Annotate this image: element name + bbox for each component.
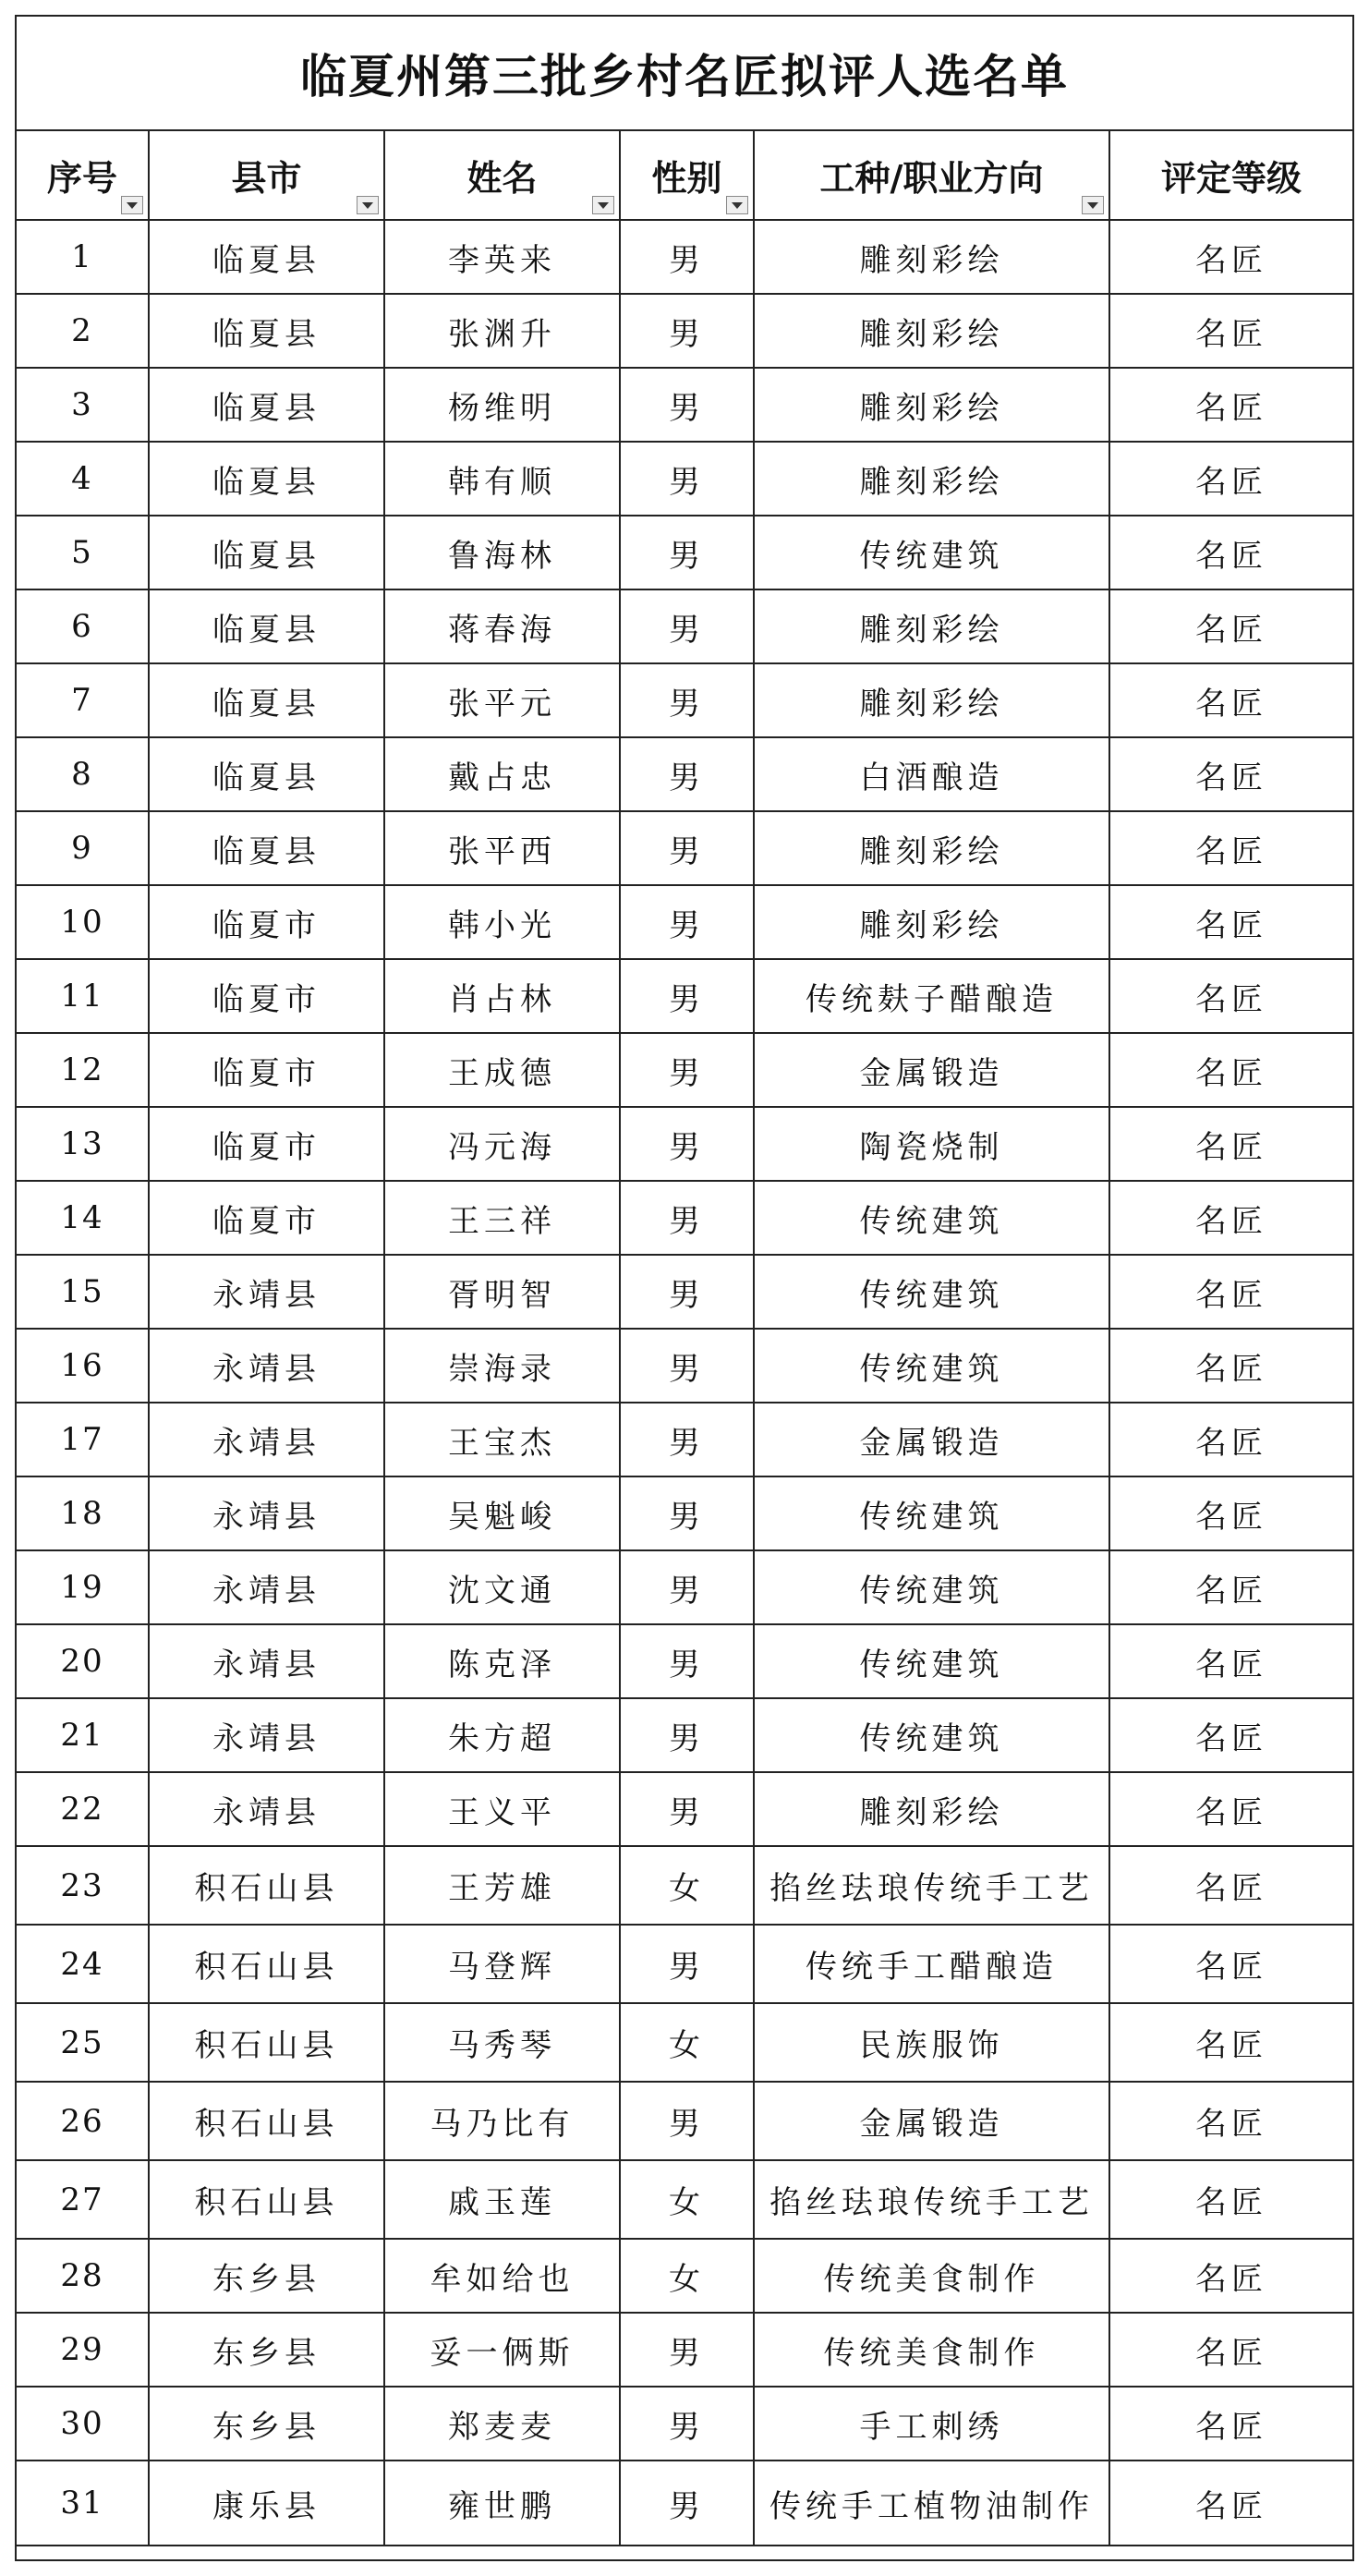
filter-dropdown-icon[interactable] <box>592 196 614 214</box>
trade-cell: 雕刻彩绘 <box>754 885 1109 959</box>
name-cell: 朱方超 <box>384 1698 620 1772</box>
index-cell: 2 <box>17 294 149 368</box>
gender-cell: 男 <box>620 959 754 1033</box>
name-cell: 马秀琴 <box>384 2003 620 2082</box>
county-cell: 临夏县 <box>149 368 384 442</box>
header-cell-gender: 性别 <box>620 131 754 220</box>
gender-cell: 女 <box>620 2160 754 2239</box>
name-cell: 张渊升 <box>384 294 620 368</box>
gender-cell: 男 <box>620 1476 754 1550</box>
index-cell: 10 <box>17 885 149 959</box>
county-cell: 永靖县 <box>149 1255 384 1329</box>
table-row <box>17 294 1352 368</box>
trade-cell: 传统建筑 <box>754 1624 1109 1698</box>
index-cell: 9 <box>17 811 149 885</box>
level-cell: 名匠 <box>1109 2003 1352 2082</box>
document-sheet <box>15 15 1354 2561</box>
index-cell: 12 <box>17 1033 149 1107</box>
index-cell: 22 <box>17 1772 149 1846</box>
header-cell-index: 序号 <box>17 131 149 220</box>
county-cell: 东乡县 <box>149 2387 384 2461</box>
name-cell: 胥明智 <box>384 1255 620 1329</box>
level-cell: 名匠 <box>1109 1624 1352 1698</box>
index-cell: 26 <box>17 2082 149 2160</box>
trade-cell: 传统建筑 <box>754 1698 1109 1772</box>
trade-cell: 金属锻造 <box>754 1033 1109 1107</box>
name-cell: 韩有顺 <box>384 442 620 516</box>
name-cell: 李英来 <box>384 220 620 294</box>
name-cell: 吴魁峻 <box>384 1476 620 1550</box>
gender-cell: 男 <box>620 1329 754 1403</box>
filter-dropdown-icon[interactable] <box>726 196 748 214</box>
level-cell: 名匠 <box>1109 1772 1352 1846</box>
table-row <box>17 1476 1352 1550</box>
gender-cell: 男 <box>620 1033 754 1107</box>
gender-cell: 女 <box>620 1846 754 1925</box>
county-cell: 积石山县 <box>149 2003 384 2082</box>
table-row <box>17 1925 1352 2003</box>
index-cell: 15 <box>17 1255 149 1329</box>
name-cell: 郑麦麦 <box>384 2387 620 2461</box>
name-cell: 陈克泽 <box>384 1624 620 1698</box>
level-cell: 名匠 <box>1109 959 1352 1033</box>
level-cell: 名匠 <box>1109 1846 1352 1925</box>
level-cell: 名匠 <box>1109 1033 1352 1107</box>
level-cell: 名匠 <box>1109 2160 1352 2239</box>
table-row <box>17 1846 1352 1925</box>
index-cell: 29 <box>17 2313 149 2387</box>
index-cell: 4 <box>17 442 149 516</box>
gender-cell: 男 <box>620 368 754 442</box>
table-row <box>17 959 1352 1033</box>
table-row <box>17 737 1352 811</box>
header-cell-name: 姓名 <box>384 131 620 220</box>
county-cell: 临夏县 <box>149 589 384 663</box>
name-cell: 戚玉莲 <box>384 2160 620 2239</box>
county-cell: 临夏县 <box>149 737 384 811</box>
header-row <box>17 131 1352 220</box>
trade-cell: 传统美食制作 <box>754 2239 1109 2313</box>
level-cell: 名匠 <box>1109 811 1352 885</box>
table-row <box>17 2082 1352 2160</box>
trade-cell: 雕刻彩绘 <box>754 1772 1109 1846</box>
trade-cell: 雕刻彩绘 <box>754 811 1109 885</box>
county-cell: 临夏市 <box>149 1181 384 1255</box>
index-cell: 30 <box>17 2387 149 2461</box>
gender-cell: 男 <box>620 1925 754 2003</box>
trade-cell: 雕刻彩绘 <box>754 589 1109 663</box>
index-cell: 16 <box>17 1329 149 1403</box>
trade-cell: 掐丝珐琅传统手工艺 <box>754 2160 1109 2239</box>
trade-cell: 传统麸子醋酿造 <box>754 959 1109 1033</box>
level-cell: 名匠 <box>1109 1255 1352 1329</box>
filter-dropdown-icon[interactable] <box>357 196 379 214</box>
gender-cell: 男 <box>620 1107 754 1181</box>
trade-cell: 传统建筑 <box>754 516 1109 589</box>
index-cell: 31 <box>17 2461 149 2546</box>
level-cell: 名匠 <box>1109 1181 1352 1255</box>
table-row <box>17 1329 1352 1403</box>
index-cell: 1 <box>17 220 149 294</box>
trade-cell: 传统手工醋酿造 <box>754 1925 1109 2003</box>
county-cell: 积石山县 <box>149 1846 384 1925</box>
table-row <box>17 2239 1352 2313</box>
county-cell: 临夏市 <box>149 1107 384 1181</box>
trade-cell: 雕刻彩绘 <box>754 220 1109 294</box>
gender-cell: 男 <box>620 516 754 589</box>
header-cell-county: 县市 <box>149 131 384 220</box>
table-row <box>17 1255 1352 1329</box>
index-cell: 21 <box>17 1698 149 1772</box>
level-cell: 名匠 <box>1109 1550 1352 1624</box>
table-row <box>17 663 1352 737</box>
index-cell: 3 <box>17 368 149 442</box>
gender-cell: 男 <box>620 442 754 516</box>
level-cell: 名匠 <box>1109 516 1352 589</box>
table-row <box>17 2160 1352 2239</box>
trade-cell: 传统建筑 <box>754 1476 1109 1550</box>
table-row <box>17 516 1352 589</box>
index-cell: 20 <box>17 1624 149 1698</box>
level-cell: 名匠 <box>1109 2387 1352 2461</box>
gender-cell: 男 <box>620 294 754 368</box>
table-row <box>17 2387 1352 2461</box>
county-cell: 积石山县 <box>149 1925 384 2003</box>
gender-cell: 女 <box>620 2003 754 2082</box>
name-cell: 蒋春海 <box>384 589 620 663</box>
page-title: 临夏州第三批乡村名匠拟评人选名单 <box>17 17 1352 131</box>
trade-cell: 民族服饰 <box>754 2003 1109 2082</box>
level-cell: 名匠 <box>1109 589 1352 663</box>
county-cell: 临夏县 <box>149 811 384 885</box>
index-cell: 23 <box>17 1846 149 1925</box>
trade-cell: 传统手工植物油制作 <box>754 2461 1109 2546</box>
index-cell: 5 <box>17 516 149 589</box>
trade-cell: 金属锻造 <box>754 1403 1109 1476</box>
county-cell: 积石山县 <box>149 2082 384 2160</box>
index-cell: 8 <box>17 737 149 811</box>
name-cell: 崇海录 <box>384 1329 620 1403</box>
gender-cell: 男 <box>620 1403 754 1476</box>
gender-cell: 男 <box>620 811 754 885</box>
table-row <box>17 1403 1352 1476</box>
table-row <box>17 368 1352 442</box>
table-row <box>17 1698 1352 1772</box>
index-cell: 18 <box>17 1476 149 1550</box>
name-cell: 王成德 <box>384 1033 620 1107</box>
filter-dropdown-icon[interactable] <box>1082 196 1104 214</box>
index-cell: 14 <box>17 1181 149 1255</box>
trade-cell: 陶瓷烧制 <box>754 1107 1109 1181</box>
gender-cell: 男 <box>620 1181 754 1255</box>
gender-cell: 男 <box>620 2461 754 2546</box>
name-cell: 王三祥 <box>384 1181 620 1255</box>
table-row <box>17 1624 1352 1698</box>
name-cell: 冯元海 <box>384 1107 620 1181</box>
level-cell: 名匠 <box>1109 1476 1352 1550</box>
gender-cell: 男 <box>620 1772 754 1846</box>
county-cell: 永靖县 <box>149 1772 384 1846</box>
level-cell: 名匠 <box>1109 2239 1352 2313</box>
county-cell: 临夏县 <box>149 516 384 589</box>
gender-cell: 男 <box>620 885 754 959</box>
name-cell: 马登辉 <box>384 1925 620 2003</box>
header-cell-level: 评定等级 <box>1109 131 1352 220</box>
level-cell: 名匠 <box>1109 1925 1352 2003</box>
table-row <box>17 811 1352 885</box>
county-cell: 临夏县 <box>149 663 384 737</box>
name-cell: 妥一俩斯 <box>384 2313 620 2387</box>
trade-cell: 雕刻彩绘 <box>754 368 1109 442</box>
table-row <box>17 1107 1352 1181</box>
level-cell: 名匠 <box>1109 663 1352 737</box>
level-cell: 名匠 <box>1109 1107 1352 1181</box>
gender-cell: 男 <box>620 2082 754 2160</box>
name-cell: 鲁海林 <box>384 516 620 589</box>
table-row <box>17 2003 1352 2082</box>
county-cell: 临夏市 <box>149 885 384 959</box>
table-row <box>17 442 1352 516</box>
index-cell: 11 <box>17 959 149 1033</box>
name-cell: 牟如给也 <box>384 2239 620 2313</box>
county-cell: 东乡县 <box>149 2313 384 2387</box>
name-cell: 戴占忠 <box>384 737 620 811</box>
level-cell: 名匠 <box>1109 442 1352 516</box>
trade-cell: 雕刻彩绘 <box>754 442 1109 516</box>
county-cell: 永靖县 <box>149 1550 384 1624</box>
name-cell: 肖占林 <box>384 959 620 1033</box>
level-cell: 名匠 <box>1109 1403 1352 1476</box>
trade-cell: 雕刻彩绘 <box>754 294 1109 368</box>
table-row <box>17 1550 1352 1624</box>
index-cell: 13 <box>17 1107 149 1181</box>
index-cell: 27 <box>17 2160 149 2239</box>
county-cell: 永靖县 <box>149 1329 384 1403</box>
level-cell: 名匠 <box>1109 368 1352 442</box>
name-cell: 杨维明 <box>384 368 620 442</box>
county-cell: 永靖县 <box>149 1403 384 1476</box>
index-cell: 7 <box>17 663 149 737</box>
gender-cell: 男 <box>620 1624 754 1698</box>
table-row <box>17 885 1352 959</box>
level-cell: 名匠 <box>1109 220 1352 294</box>
county-cell: 康乐县 <box>149 2461 384 2546</box>
trade-cell: 传统建筑 <box>754 1550 1109 1624</box>
table-row <box>17 2313 1352 2387</box>
level-cell: 名匠 <box>1109 737 1352 811</box>
county-cell: 临夏市 <box>149 1033 384 1107</box>
county-cell: 东乡县 <box>149 2239 384 2313</box>
trade-cell: 雕刻彩绘 <box>754 663 1109 737</box>
table-row <box>17 589 1352 663</box>
county-cell: 永靖县 <box>149 1476 384 1550</box>
trade-cell: 手工刺绣 <box>754 2387 1109 2461</box>
index-cell: 28 <box>17 2239 149 2313</box>
gender-cell: 男 <box>620 1550 754 1624</box>
level-cell: 名匠 <box>1109 1698 1352 1772</box>
level-cell: 名匠 <box>1109 294 1352 368</box>
gender-cell: 女 <box>620 2239 754 2313</box>
trade-cell: 传统建筑 <box>754 1329 1109 1403</box>
name-cell: 韩小光 <box>384 885 620 959</box>
county-cell: 临夏县 <box>149 442 384 516</box>
county-cell: 永靖县 <box>149 1698 384 1772</box>
trade-cell: 白酒酿造 <box>754 737 1109 811</box>
filter-dropdown-icon[interactable] <box>121 196 143 214</box>
level-cell: 名匠 <box>1109 1329 1352 1403</box>
name-cell: 沈文通 <box>384 1550 620 1624</box>
name-cell: 雍世鹏 <box>384 2461 620 2546</box>
county-cell: 临夏县 <box>149 294 384 368</box>
table-row <box>17 1033 1352 1107</box>
county-cell: 临夏市 <box>149 959 384 1033</box>
name-cell: 王宝杰 <box>384 1403 620 1476</box>
gender-cell: 男 <box>620 2387 754 2461</box>
name-cell: 张平西 <box>384 811 620 885</box>
gender-cell: 男 <box>620 663 754 737</box>
trade-cell: 传统建筑 <box>754 1255 1109 1329</box>
county-cell: 永靖县 <box>149 1624 384 1698</box>
gender-cell: 男 <box>620 737 754 811</box>
level-cell: 名匠 <box>1109 2313 1352 2387</box>
index-cell: 17 <box>17 1403 149 1476</box>
trade-cell: 掐丝珐琅传统手工艺 <box>754 1846 1109 1925</box>
header-cell-trade: 工种/职业方向 <box>754 131 1109 220</box>
level-cell: 名匠 <box>1109 2082 1352 2160</box>
index-cell: 25 <box>17 2003 149 2082</box>
table-row <box>17 1181 1352 1255</box>
county-cell: 临夏县 <box>149 220 384 294</box>
county-cell: 积石山县 <box>149 2160 384 2239</box>
name-cell: 张平元 <box>384 663 620 737</box>
table-row <box>17 2461 1352 2546</box>
gender-cell: 男 <box>620 589 754 663</box>
name-cell: 王义平 <box>384 1772 620 1846</box>
index-cell: 24 <box>17 1925 149 2003</box>
index-cell: 19 <box>17 1550 149 1624</box>
level-cell: 名匠 <box>1109 2461 1352 2546</box>
gender-cell: 男 <box>620 1698 754 1772</box>
table-row <box>17 1772 1352 1846</box>
candidate-table <box>17 131 1352 2546</box>
level-cell: 名匠 <box>1109 885 1352 959</box>
trade-cell: 传统美食制作 <box>754 2313 1109 2387</box>
index-cell: 6 <box>17 589 149 663</box>
gender-cell: 男 <box>620 2313 754 2387</box>
trade-cell: 金属锻造 <box>754 2082 1109 2160</box>
name-cell: 王芳雄 <box>384 1846 620 1925</box>
gender-cell: 男 <box>620 1255 754 1329</box>
gender-cell: 男 <box>620 220 754 294</box>
name-cell: 马乃比有 <box>384 2082 620 2160</box>
trade-cell: 传统建筑 <box>754 1181 1109 1255</box>
table-row <box>17 220 1352 294</box>
